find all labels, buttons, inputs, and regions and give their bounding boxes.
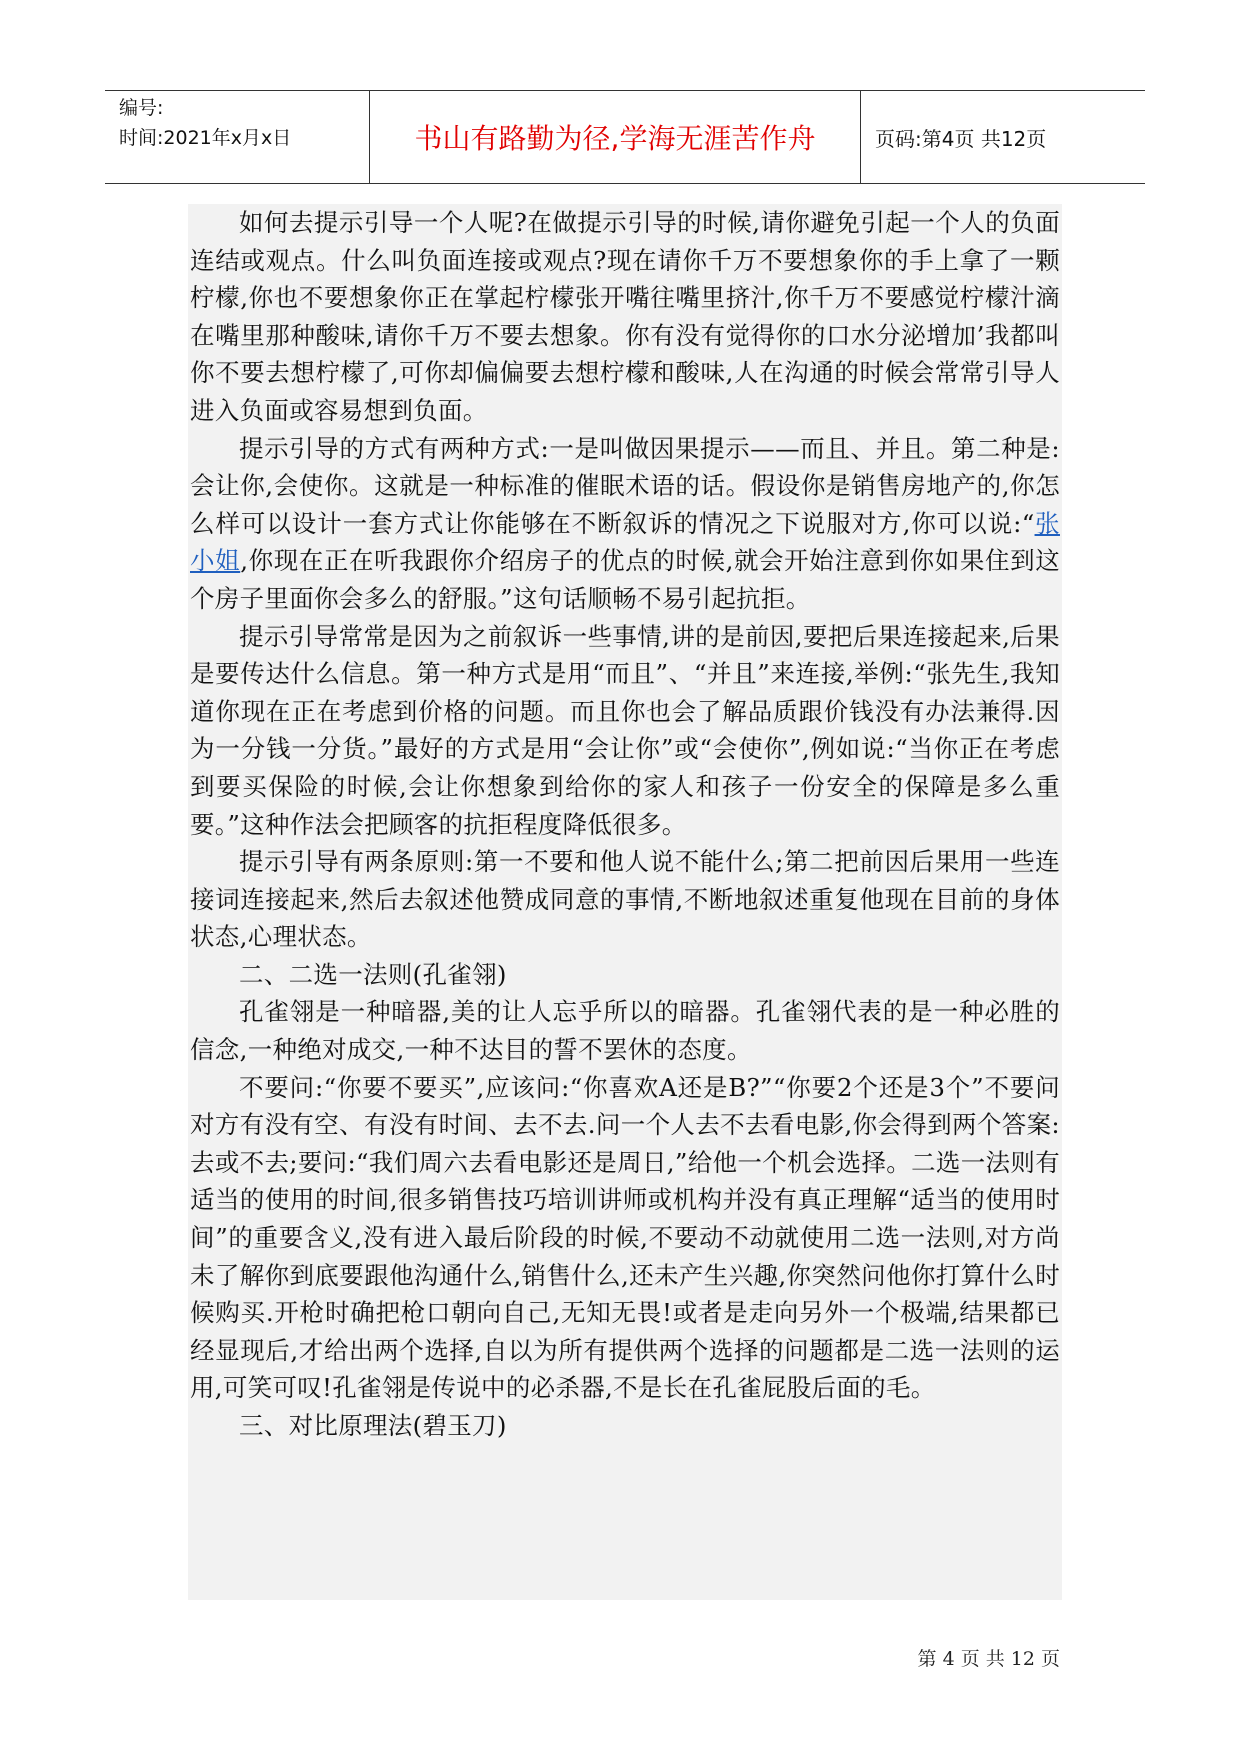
paragraph-2-text-b: ,你现在正在听我跟你介绍房子的优点的时候,就会开始注意到你如果住到这个房子里面你会多么的舒服。”这句话顺畅不易引起抗拒。: [190, 546, 1060, 613]
page-footer: 第 4 页 共 12 页: [917, 1648, 1060, 1670]
paragraph-2-text-a: 提示引导的方式有两种方式:一是叫做因果提示——而且、并且。第二种是:会让你,会使你。这就是一种标准的催眠术语的话。假设你是销售房地产的,你怎么样可以设计一套方式让你能够在不断叙诉的情况之下说服对方,你可以说:“: [190, 433, 1060, 538]
header-page-info: 页码:第4页 共12页: [875, 126, 1047, 151]
paragraph-2: [190, 430, 1060, 618]
section-heading-3: 三、对比原理法(碧玉刀): [239, 1411, 507, 1440]
section-heading-2: 二、二选一法则(孔雀翎): [239, 959, 507, 989]
document-number-label: 编号:: [119, 97, 164, 119]
paragraph-6: 不要问:“你要不要买”,应该问:“你喜欢A还是B?”“你要2个还是3个”不要问对方有没有空、有没有时间、去不去.问一个人去不去看电影,你会得到两个答案:去或不去;要问:“我们周六去看电影还是周日,”给他一个机会选择。二选一法则有适当的使用的时间,很多销售技巧培训讲师或机构并没有真正理解“适当的使用时间”的重要含义,没有进入最后阶段的时候,不要动不动就使用二选一法则,对方尚未了解你到底要跟他沟通什么,销售什么,还未产生兴趣,你突然问他你打算什么时候购买.开枪时确把枪口朝向自己,无知无畏!或者是走向另外一个极端,结果都已经显现后,才给出两个选择,自以为所有提供两个选择的问题都是二选一法则的运用,可笑可叹!孔雀翎是传说中的必杀器,不是长在孔雀屁股后面的毛。: [190, 1072, 1060, 1403]
paragraph-1: 如何去提示引导一个人呢?在做提示引导的时候,请你避免引起一个人的负面连结或观点。什么叫负面连接或观点?现在请你千万不要想象你的手上拿了一颗柠檬,你也不要想象你正在掌起柠檬张开嘴往嘴里挤汁,你千万不要感觉柠檬汁滴在嘴里那种酸味,请你千万不要去想象。你有没有觉得你的口水分泌增加’我都叫你不要去想柠檬了,可你却偏偏要去想柠檬和酸味,人在沟通的时候会常常引导人进入负面或容易想到负面。: [190, 208, 1060, 425]
header-motto: 书山有路勤为径,学海无涯苦作舟: [370, 91, 861, 183]
page-header: [105, 90, 1145, 184]
paragraph-4: 提示引导有两条原则:第一不要和他人说不能什么;第二把前因后果用一些连接词连接起来,然后去叙述他赞成同意的事情,不断地叙述重复他现在目前的身体状态,心理状态。: [190, 847, 1060, 952]
header-meta: [105, 91, 370, 183]
paragraph-5: 孔雀翎是一种暗器,美的让人忘乎所以的暗器。孔雀翎代表的是一种必胜的信念,一种绝对成交,一种不达目的誓不罢休的态度。: [190, 997, 1060, 1065]
document-time-label: 时间:2021年x月x日: [119, 127, 292, 149]
document-body: [188, 204, 1062, 1600]
miss-zhang-link[interactable]: 张小姐: [190, 508, 1060, 576]
paragraph-3: 提示引导常常是因为之前叙诉一些事情,讲的是前因,要把后果连接起来,后果是要传达什么信息。第一种方式是用“而且”、“并且”来连接,举例:“张先生,我知道你现在正在考虑到价格的问题。而且你也会了解品质跟价钱没有办法兼得.因为一分钱一分货。”最好的方式是用“会让你”或“会使你”,例如说:“当你正在考虑到要买保险的时候,会让你想象到给你的家人和孩子一份安全的保障是多么重要。”这种作法会把顾客的抗拒程度降低很多。: [190, 621, 1060, 839]
